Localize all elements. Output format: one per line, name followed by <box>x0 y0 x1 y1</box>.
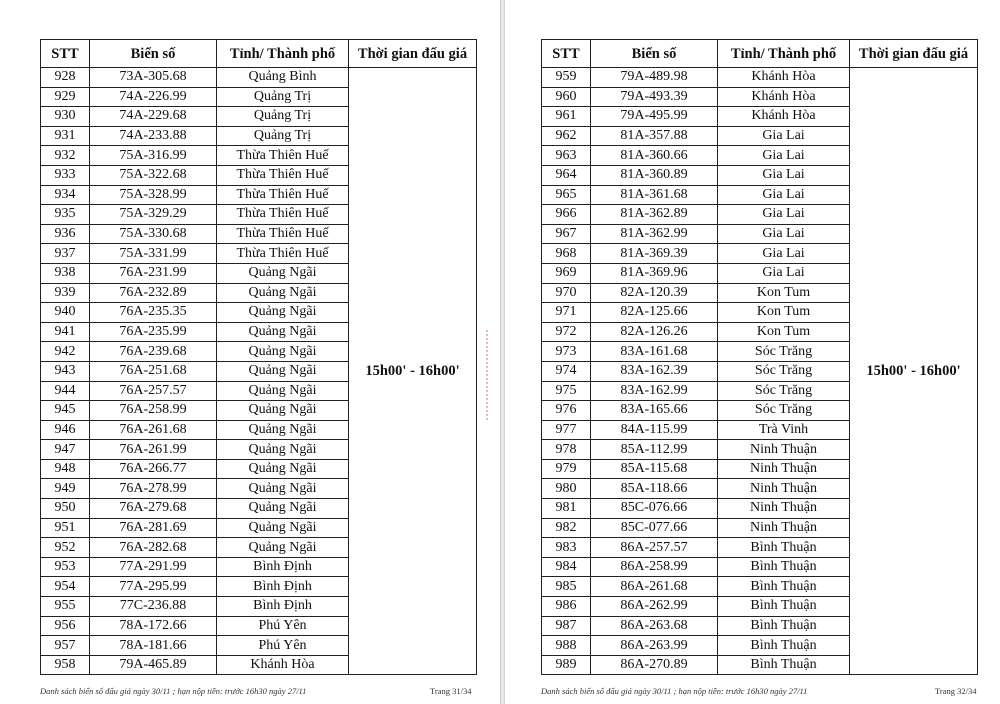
row-plate: 76A-239.68 <box>90 342 217 362</box>
row-stt: 974 <box>542 361 591 381</box>
row-stt: 942 <box>41 342 90 362</box>
row-stt: 958 <box>41 655 90 675</box>
row-stt: 930 <box>41 107 90 127</box>
row-province: Gia Lai <box>718 146 850 166</box>
row-stt: 947 <box>41 440 90 460</box>
row-province: Quảng Bình <box>217 68 349 88</box>
table-body-left <box>41 68 477 675</box>
row-stt: 938 <box>41 263 90 283</box>
row-province: Sóc Trăng <box>718 381 850 401</box>
row-province: Quảng Ngãi <box>217 361 349 381</box>
row-province: Bình Định <box>217 557 349 577</box>
header-province: Tỉnh/ Thành phố <box>718 40 850 68</box>
row-plate: 76A-258.99 <box>90 401 217 421</box>
row-province: Ninh Thuận <box>718 440 850 460</box>
row-plate: 81A-360.89 <box>591 165 718 185</box>
row-stt: 963 <box>542 146 591 166</box>
row-stt: 976 <box>542 401 591 421</box>
row-plate: 75A-329.29 <box>90 205 217 225</box>
row-plate: 84A-115.99 <box>591 420 718 440</box>
row-plate: 81A-369.96 <box>591 263 718 283</box>
row-plate: 81A-362.99 <box>591 224 718 244</box>
header-province: Tỉnh/ Thành phố <box>217 40 349 68</box>
row-province: Quảng Ngãi <box>217 401 349 421</box>
row-stt: 950 <box>41 499 90 519</box>
row-stt: 957 <box>41 636 90 656</box>
row-province: Khánh Hòa <box>217 655 349 675</box>
row-stt: 970 <box>542 283 591 303</box>
row-plate: 83A-162.99 <box>591 381 718 401</box>
row-plate: 76A-257.57 <box>90 381 217 401</box>
row-stt: 944 <box>41 381 90 401</box>
row-province: Phú Yên <box>217 616 349 636</box>
row-stt: 959 <box>542 68 591 88</box>
row-province: Quảng Ngãi <box>217 538 349 558</box>
row-plate: 76A-278.99 <box>90 479 217 499</box>
row-stt: 934 <box>41 185 90 205</box>
row-plate: 76A-282.68 <box>90 538 217 558</box>
page-number: Trang 32/34 <box>935 686 977 696</box>
table-body-right <box>542 68 978 675</box>
row-province: Quảng Trị <box>217 126 349 146</box>
row-province: Sóc Trăng <box>718 361 850 381</box>
row-province: Bình Thuận <box>718 577 850 597</box>
row-province: Gia Lai <box>718 263 850 283</box>
row-province: Gia Lai <box>718 185 850 205</box>
row-stt: 946 <box>41 420 90 440</box>
row-plate: 82A-125.66 <box>591 303 718 323</box>
row-plate: 78A-181.66 <box>90 636 217 656</box>
row-province: Bình Thuận <box>718 538 850 558</box>
row-stt: 978 <box>542 440 591 460</box>
row-plate: 81A-360.66 <box>591 146 718 166</box>
row-stt: 951 <box>41 518 90 538</box>
row-stt: 982 <box>542 518 591 538</box>
row-province: Gia Lai <box>718 126 850 146</box>
row-province: Quảng Ngãi <box>217 420 349 440</box>
row-plate: 75A-316.99 <box>90 146 217 166</box>
header-time: Thời gian đấu giá <box>850 40 978 68</box>
row-plate: 75A-330.68 <box>90 224 217 244</box>
row-province: Quảng Trị <box>217 87 349 107</box>
row-province: Khánh Hòa <box>718 87 850 107</box>
row-plate: 86A-263.99 <box>591 636 718 656</box>
row-plate: 76A-235.35 <box>90 303 217 323</box>
row-province: Quảng Ngãi <box>217 381 349 401</box>
row-plate: 83A-165.66 <box>591 401 718 421</box>
row-province: Trà Vinh <box>718 420 850 440</box>
row-stt: 962 <box>542 126 591 146</box>
row-plate: 85C-077.66 <box>591 518 718 538</box>
row-plate: 86A-257.57 <box>591 538 718 558</box>
row-plate: 76A-231.99 <box>90 263 217 283</box>
row-plate: 81A-357.88 <box>591 126 718 146</box>
row-stt: 937 <box>41 244 90 264</box>
row-plate: 76A-266.77 <box>90 459 217 479</box>
row-stt: 935 <box>41 205 90 225</box>
row-plate: 86A-262.99 <box>591 597 718 617</box>
row-plate: 74A-229.68 <box>90 107 217 127</box>
row-province: Bình Thuận <box>718 616 850 636</box>
row-stt: 929 <box>41 87 90 107</box>
row-stt: 969 <box>542 263 591 283</box>
row-plate: 78A-172.66 <box>90 616 217 636</box>
row-plate: 75A-331.99 <box>90 244 217 264</box>
row-province: Kon Tum <box>718 322 850 342</box>
row-stt: 966 <box>542 205 591 225</box>
header-stt: STT <box>41 40 90 68</box>
table-row <box>542 68 978 88</box>
row-province: Kon Tum <box>718 303 850 323</box>
row-stt: 983 <box>542 538 591 558</box>
row-province: Sóc Trăng <box>718 342 850 362</box>
row-plate: 76A-261.68 <box>90 420 217 440</box>
row-plate: 77C-236.88 <box>90 597 217 617</box>
row-stt: 941 <box>41 322 90 342</box>
auction-time-cell: 15h00' - 16h00' <box>850 68 978 675</box>
row-province: Quảng Ngãi <box>217 440 349 460</box>
row-plate: 76A-261.99 <box>90 440 217 460</box>
row-province: Quảng Trị <box>217 107 349 127</box>
row-stt: 985 <box>542 577 591 597</box>
row-province: Gia Lai <box>718 165 850 185</box>
plate-table-left <box>40 39 477 675</box>
row-stt: 928 <box>41 68 90 88</box>
row-plate: 81A-362.89 <box>591 205 718 225</box>
row-province: Quảng Ngãi <box>217 283 349 303</box>
row-stt: 954 <box>41 577 90 597</box>
row-plate: 81A-369.39 <box>591 244 718 264</box>
row-province: Bình Thuận <box>718 597 850 617</box>
row-stt: 967 <box>542 224 591 244</box>
row-province: Bình Định <box>217 577 349 597</box>
row-plate: 82A-120.39 <box>591 283 718 303</box>
row-plate: 76A-235.99 <box>90 322 217 342</box>
row-province: Ninh Thuận <box>718 499 850 519</box>
table-header-row <box>41 40 477 68</box>
row-stt: 936 <box>41 224 90 244</box>
row-plate: 75A-328.99 <box>90 185 217 205</box>
row-province: Khánh Hòa <box>718 68 850 88</box>
row-province: Quảng Ngãi <box>217 342 349 362</box>
row-plate: 86A-261.68 <box>591 577 718 597</box>
row-stt: 980 <box>542 479 591 499</box>
row-province: Thừa Thiên Huế <box>217 205 349 225</box>
row-province: Kon Tum <box>718 283 850 303</box>
row-plate: 85A-112.99 <box>591 440 718 460</box>
row-stt: 988 <box>542 636 591 656</box>
row-province: Thừa Thiên Huế <box>217 146 349 166</box>
row-stt: 964 <box>542 165 591 185</box>
row-stt: 943 <box>41 361 90 381</box>
row-province: Gia Lai <box>718 244 850 264</box>
row-plate: 81A-361.68 <box>591 185 718 205</box>
row-plate: 75A-322.68 <box>90 165 217 185</box>
page-number: Trang 31/34 <box>430 686 472 696</box>
plate-table-right <box>541 39 978 675</box>
row-stt: 965 <box>542 185 591 205</box>
auction-time-cell: 15h00' - 16h00' <box>349 68 477 675</box>
row-province: Ninh Thuận <box>718 518 850 538</box>
footer-note: Danh sách biển số đấu giá ngày 30/11 ; hạn nộp tiền: trước 16h30 ngày 27/11 <box>541 686 808 696</box>
row-stt: 952 <box>41 538 90 558</box>
header-plate: Biển số <box>90 40 217 68</box>
row-plate: 76A-279.68 <box>90 499 217 519</box>
row-stt: 975 <box>542 381 591 401</box>
row-plate: 79A-465.89 <box>90 655 217 675</box>
row-plate: 85C-076.66 <box>591 499 718 519</box>
row-plate: 76A-281.69 <box>90 518 217 538</box>
row-stt: 989 <box>542 655 591 675</box>
row-plate: 86A-258.99 <box>591 557 718 577</box>
header-stt: STT <box>542 40 591 68</box>
row-plate: 79A-493.39 <box>591 87 718 107</box>
row-province: Quảng Ngãi <box>217 263 349 283</box>
row-stt: 939 <box>41 283 90 303</box>
row-stt: 940 <box>41 303 90 323</box>
row-stt: 968 <box>542 244 591 264</box>
row-province: Quảng Ngãi <box>217 303 349 323</box>
row-province: Ninh Thuận <box>718 459 850 479</box>
header-time: Thời gian đấu giá <box>349 40 477 68</box>
row-stt: 931 <box>41 126 90 146</box>
row-province: Quảng Ngãi <box>217 479 349 499</box>
row-stt: 984 <box>542 557 591 577</box>
row-province: Quảng Ngãi <box>217 459 349 479</box>
right-page <box>505 0 1000 704</box>
row-province: Bình Thuận <box>718 655 850 675</box>
row-plate: 77A-291.99 <box>90 557 217 577</box>
row-stt: 948 <box>41 459 90 479</box>
row-stt: 953 <box>41 557 90 577</box>
row-plate: 74A-226.99 <box>90 87 217 107</box>
row-province: Thừa Thiên Huế <box>217 244 349 264</box>
footer-note: Danh sách biển số đấu giá ngày 30/11 ; hạn nộp tiền: trước 16h30 ngày 27/11 <box>40 686 307 696</box>
row-province: Quảng Ngãi <box>217 518 349 538</box>
row-stt: 933 <box>41 165 90 185</box>
row-stt: 961 <box>542 107 591 127</box>
row-plate: 85A-118.66 <box>591 479 718 499</box>
row-stt: 979 <box>542 459 591 479</box>
row-stt: 973 <box>542 342 591 362</box>
row-stt: 972 <box>542 322 591 342</box>
row-province: Bình Định <box>217 597 349 617</box>
row-stt: 960 <box>542 87 591 107</box>
row-stt: 956 <box>41 616 90 636</box>
table-header-row <box>542 40 978 68</box>
row-province: Sóc Trăng <box>718 401 850 421</box>
row-plate: 73A-305.68 <box>90 68 217 88</box>
row-province: Gia Lai <box>718 224 850 244</box>
row-province: Thừa Thiên Huế <box>217 185 349 205</box>
row-stt: 986 <box>542 597 591 617</box>
row-province: Thừa Thiên Huế <box>217 224 349 244</box>
row-province: Thừa Thiên Huế <box>217 165 349 185</box>
row-plate: 79A-489.98 <box>591 68 718 88</box>
header-plate: Biển số <box>591 40 718 68</box>
row-plate: 86A-270.89 <box>591 655 718 675</box>
row-plate: 74A-233.88 <box>90 126 217 146</box>
row-province: Bình Thuận <box>718 636 850 656</box>
row-stt: 971 <box>542 303 591 323</box>
row-stt: 932 <box>41 146 90 166</box>
row-stt: 981 <box>542 499 591 519</box>
row-plate: 82A-126.26 <box>591 322 718 342</box>
row-province: Phú Yên <box>217 636 349 656</box>
row-stt: 955 <box>41 597 90 617</box>
row-province: Quảng Ngãi <box>217 499 349 519</box>
row-plate: 76A-251.68 <box>90 361 217 381</box>
row-stt: 945 <box>41 401 90 421</box>
row-stt: 987 <box>542 616 591 636</box>
row-province: Gia Lai <box>718 205 850 225</box>
table-row <box>41 68 477 88</box>
row-plate: 83A-162.39 <box>591 361 718 381</box>
row-stt: 977 <box>542 420 591 440</box>
row-plate: 79A-495.99 <box>591 107 718 127</box>
row-plate: 77A-295.99 <box>90 577 217 597</box>
row-stt: 949 <box>41 479 90 499</box>
row-province: Bình Thuận <box>718 557 850 577</box>
row-province: Quảng Ngãi <box>217 322 349 342</box>
row-province: Ninh Thuận <box>718 479 850 499</box>
row-province: Khánh Hòa <box>718 107 850 127</box>
row-plate: 86A-263.68 <box>591 616 718 636</box>
row-plate: 85A-115.68 <box>591 459 718 479</box>
row-plate: 76A-232.89 <box>90 283 217 303</box>
row-plate: 83A-161.68 <box>591 342 718 362</box>
